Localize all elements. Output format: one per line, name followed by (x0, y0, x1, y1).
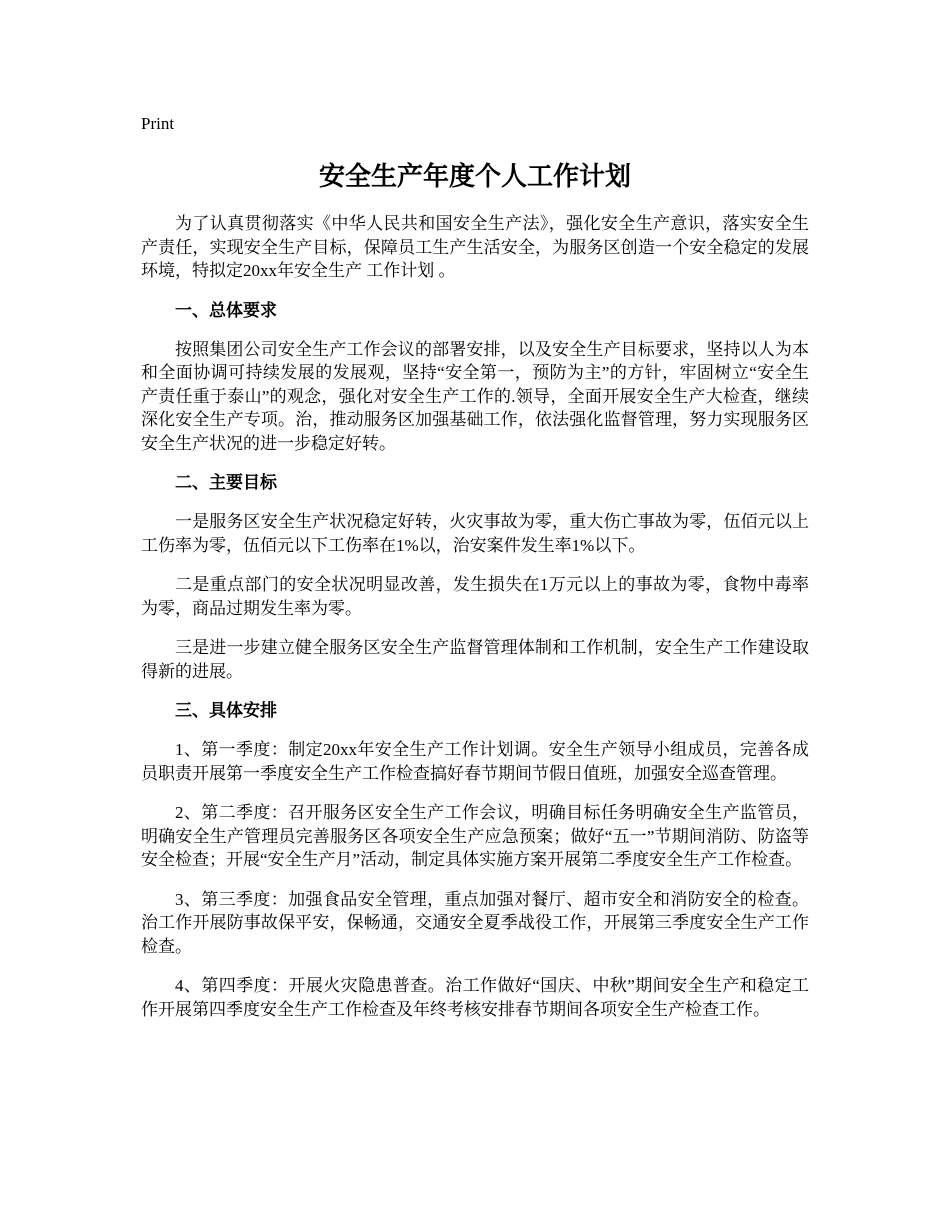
section-paragraph: 2、第二季度：召开服务区安全生产工作会议，明确目标任务明确安全生产监管员，明确安全生产管理员完善服务区各项安全生产应急预案；做好“五一”节期间消防、防盗等安全检查；开展“安全生产月”活动，制定具体实施方案开展第二季度安全生产工作检查。 (141, 803, 809, 869)
section-paragraph: 三是进一步建立健全服务区安全生产监督管理体制和工作机制，安全生产工作建设取得新的进展。 (141, 638, 809, 681)
section-paragraph: 4、第四季度：开展火灾隐患普查。治工作做好“国庆、中秋”期间安全生产和稳定工作开展第四季度安全生产工作检查及年终考核安排春节期间各项安全生产检查工作。 (141, 976, 809, 1019)
section-paragraph: 二是重点部门的安全状况明显改善，发生损失在1万元以上的事故为零，食物中毒率为零，商品过期发生率为零。 (141, 575, 809, 618)
section-specific-arrangements (141, 699, 809, 1021)
section-paragraph: 1、第一季度：制定20xx年安全生产工作计划调。安全生产领导小组成员，完善各成员职责开展第一季度安全生产工作检查搞好春节期间节假日值班，加强安全巡查管理。 (141, 740, 809, 783)
intro-paragraph: 为了认真贯彻落实《中华人民共和国安全生产法》，强化安全生产意识，落实安全生产责任，实现安全生产目标，保障员工生产生活安全，为服务区创造一个安全稳定的发展环境，特拟定20xx年安全生产 工作计划 。 (141, 214, 809, 280)
document-body (141, 212, 809, 1037)
section-paragraph: 3、第三季度：加强食品安全管理，重点加强对餐厅、超市安全和消防安全的检查。治工作开展防事故保平安，保畅通，交通安全夏季战役工作，开展第三季度安全生产工作检查。 (141, 889, 809, 956)
section-general-requirements (141, 299, 809, 456)
section-main-goals (141, 471, 809, 683)
section-heading: 三、具体安排 (175, 701, 277, 720)
print-label: Print (141, 114, 175, 133)
section-paragraph: 一是服务区安全生产状况稳定好转，火灾事故为零，重大伤亡事故为零，伍佰元以上工伤率为零，伍佰元以下工伤率在1%以，治安案件发生率1%以下。 (141, 512, 809, 555)
section-heading: 一、总体要求 (175, 300, 277, 320)
section-heading: 二、主要目标 (175, 473, 277, 492)
document-title: 安全生产年度个人工作计划 (318, 162, 631, 191)
section-paragraph: 按照集团公司安全生产工作会议的部署安排，以及安全生产目标要求，坚持以人为本和全面协调可持续发展的发展观，坚持“安全第一，预防为主”的方针，牢固树立“安全生产责任重于泰山”的观念，强化对安全生产工作的.领导，全面开展安全生产大检查，继续深化安全生产专项。治，推动服务区加强基础工作，依法强化监督管理，努力实现服务区安全生产状况的进一步稳定好转。 (141, 339, 809, 453)
